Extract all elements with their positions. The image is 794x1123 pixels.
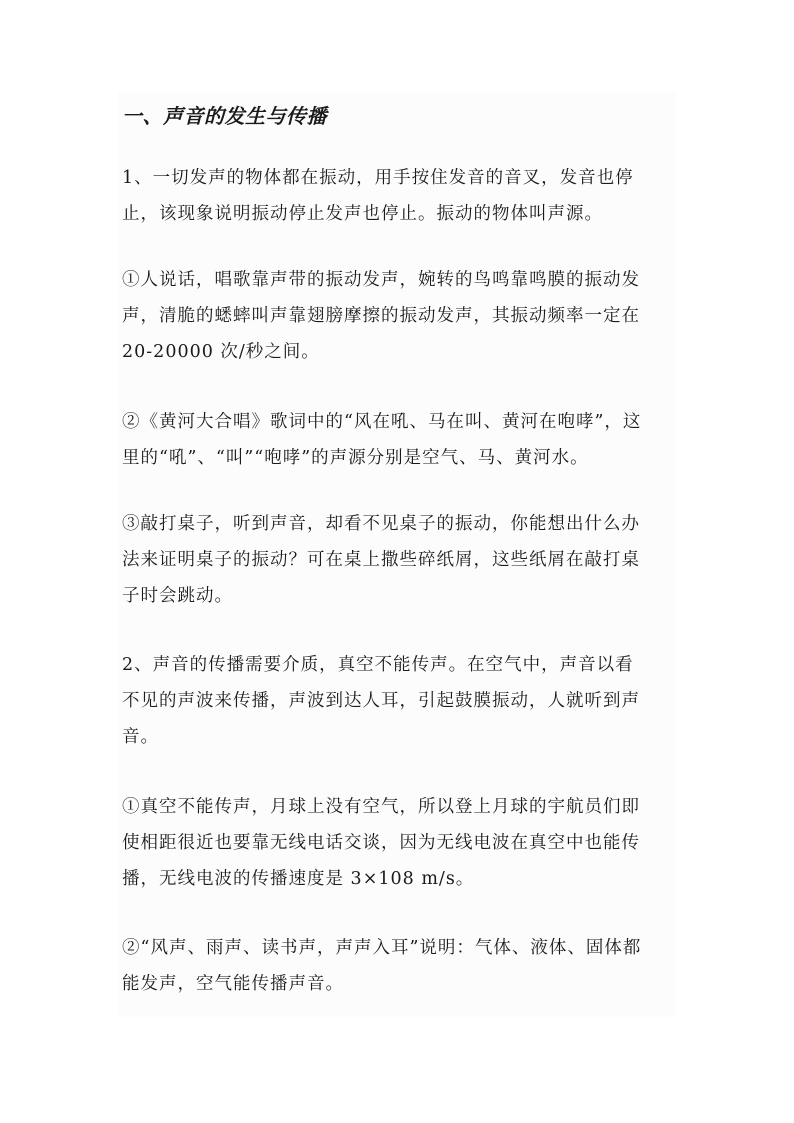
paragraph-4 — [122, 506, 674, 614]
document-content — [118, 92, 676, 1017]
paragraph-line: 里的“吼”、“叫”“咆哮”的声源分别是空气、马、黄河水。 — [122, 448, 589, 468]
paragraph-6 — [122, 789, 674, 897]
paragraph-7 — [122, 930, 674, 1002]
paragraph-line: ②《黄河大合唱》歌词中的“风在吼、马在叫、黄河在咆哮”，这 — [122, 412, 642, 432]
paragraph-line: 不见的声波来传播，声波到达人耳，引起鼓膜振动，人就听到声 — [122, 691, 640, 711]
paragraph-line: 声，清脆的蟋蟀叫声靠翅膀摩擦的振动发声，其振动频率一定在 — [122, 306, 640, 326]
paragraph-3 — [122, 404, 674, 476]
paragraph-line: 1、一切发声的物体都在振动，用手按住发音的音叉，发音也停 — [122, 168, 634, 188]
paragraph-line: ①真空不能传声，月球上没有空气，所以登上月球的宇航员们即 — [122, 797, 640, 817]
paragraph-line: 能发声，空气能传播声音。 — [122, 974, 344, 994]
paragraph-line: 20-20000 次/秒之间。 — [122, 342, 320, 362]
paragraph-1 — [122, 160, 674, 232]
paragraph-line: ①人说话，唱歌靠声带的振动发声，婉转的鸟鸣靠鸣膜的振动发 — [122, 270, 640, 290]
paragraph-line: 播，无线电波的传播速度是 3×108 m/s。 — [122, 869, 475, 889]
paragraph-line: 2、声音的传播需要介质，真空不能传声。在空气中，声音以看 — [122, 655, 634, 675]
paragraph-line: 使相距很近也要靠无线电话交谈，因为无线电波在真空中也能传 — [122, 833, 640, 853]
paragraph-line: 子时会跳动。 — [122, 586, 233, 606]
paragraph-5 — [122, 647, 674, 755]
paragraph-line: 法来证明桌子的振动？可在桌上撒些碎纸屑，这些纸屑在敲打桌 — [122, 550, 640, 570]
paragraph-line: 音。 — [122, 727, 159, 747]
paragraph-2 — [122, 262, 674, 370]
paragraph-line: ③敲打桌子，听到声音，却看不见桌子的振动，你能想出什么办 — [122, 514, 640, 534]
paragraph-line: 止，该现象说明振动停止发声也停止。振动的物体叫声源。 — [122, 204, 603, 224]
section-heading: 一、声音的发生与传播 — [122, 104, 327, 128]
paragraph-line: ②“风声、雨声、读书声，声声入耳”说明：气体、液体、固体都 — [122, 938, 642, 958]
